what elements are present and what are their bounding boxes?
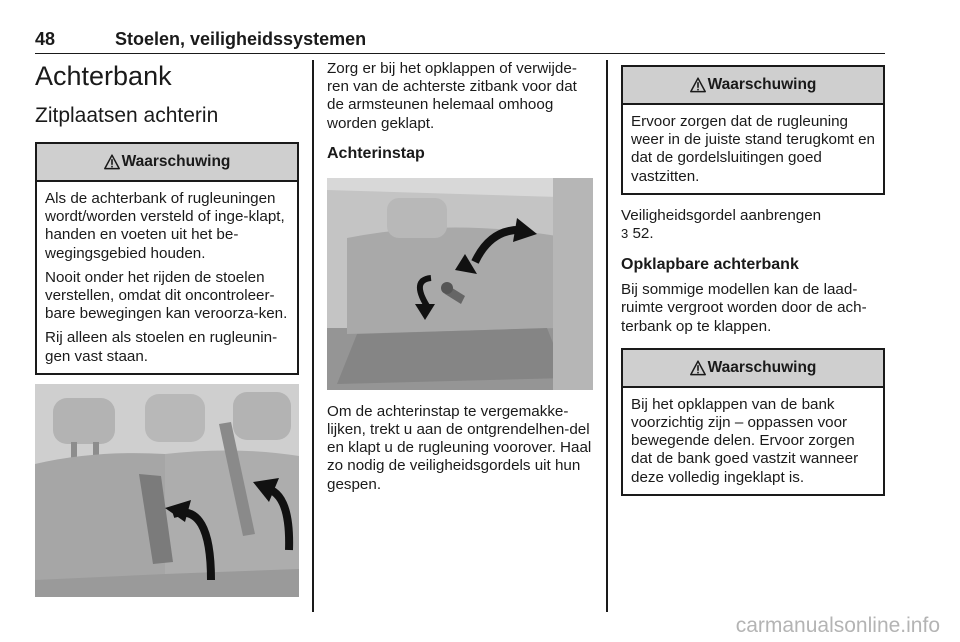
page-title: Achterbank	[35, 61, 172, 91]
column-divider-left	[312, 60, 314, 612]
column-left	[35, 60, 299, 597]
warning-header	[623, 67, 883, 105]
warning-triangle-icon	[690, 77, 706, 93]
watermark: carmanualsonline.info	[735, 614, 940, 637]
warning-box	[35, 142, 299, 375]
column-middle	[327, 60, 593, 494]
warning-header	[623, 350, 883, 388]
intro-text: Zorg er bij het opklappen of verwijde-ren van de achterste zitbank voor dat de armsteunen helemaal omhoog worden geklapt.	[327, 60, 577, 132]
warning-box	[621, 65, 885, 195]
warning-heading: Waarschuwing	[707, 358, 817, 376]
reference-text: Veiligheidsgordel aanbrengen	[621, 206, 822, 224]
column-right	[621, 60, 885, 496]
section-heading: Opklapbare achterbank	[621, 256, 799, 274]
column-divider-right	[606, 60, 608, 612]
rear-seats-photo	[35, 384, 299, 597]
body-text: Bij sommige modellen kan de laad-ruimte vergroot worden door de ach-terbank op te klappen.	[621, 281, 867, 335]
warning-body	[623, 388, 883, 494]
warning-triangle-icon	[104, 154, 120, 170]
warning-heading: Waarschuwing	[121, 153, 231, 170]
section-heading: Achterinstap	[327, 144, 425, 162]
warning-body	[623, 105, 883, 193]
instruction-text: Om de achterinstap te vergemakke-lijken, trekt u aan de ontgrendelhen-del en klapt u de rugleuning voorover. Haal zo nodig de veiligheidsgordels uit hun gespen.	[327, 402, 592, 493]
warning-body	[37, 182, 297, 373]
cross-reference	[621, 207, 885, 243]
subsection-title: Zitplaatsen achterin	[35, 104, 219, 127]
warning-paragraph: Als de achterbank of rugleuningen wordt/worden versteld of inge-klapt, handen en voeten uit het be-wegingsgebied houden.	[45, 190, 285, 262]
warning-triangle-icon	[690, 360, 706, 376]
warning-paragraph: Nooit onder het rijden de stoelen verstellen, omdat dit oncontroleer-bare bewegingen kan veroorza-ken.	[45, 268, 288, 323]
section-title: Stoelen, veiligheidssystemen	[115, 29, 367, 49]
warning-box	[621, 348, 885, 496]
reference-page[interactable]: 52.	[632, 225, 654, 243]
page-number: 48	[35, 29, 56, 49]
warning-paragraph: Rij alleen als stoelen en rugleunin-gen vast staan.	[45, 329, 278, 365]
warning-header	[37, 144, 297, 182]
warning-paragraph: Ervoor zorgen dat de rugleuning weer in de juiste stand terugkomt en dat de gordelsluitingen goed vastzitten.	[631, 113, 875, 185]
page-reference-icon: 3	[621, 226, 629, 242]
warning-paragraph: Bij het opklappen van de bank voorzichtig zijn – oppassen voor bewegende delen. Ervoor zorgen dat de bank goed vastzit wanneer deze volledig ingeklapt is.	[631, 395, 859, 486]
page-header	[35, 28, 885, 54]
warning-heading: Waarschuwing	[707, 76, 817, 93]
rear-entry-photo	[327, 178, 593, 390]
